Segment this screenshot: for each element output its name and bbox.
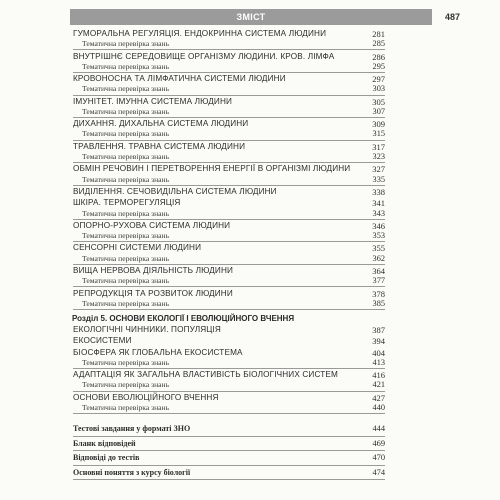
toc-entry-title: ВИДІЛЕННЯ. СЕЧОВИДІЛЬНА СИСТЕМА ЛЮДИНИ [73,186,277,196]
toc-entry-title: Тематична перевірка знань [82,61,170,71]
section-heading: Розділ 5. ОСНОВИ ЕКОЛОГІЇ І ЕВОЛЮЦІЙНОГО ВЧЕННЯ [72,313,295,323]
toc-divider [73,72,385,73]
toc-entry-page: 440 [372,403,385,412]
toc-entry-title: СЕНСОРНІ СИСТЕМИ ЛЮДИНИ [73,243,202,253]
toc-entry-page: 413 [372,357,385,367]
toc-entry [73,74,385,84]
toc-entry-title: ТРАВЛЕННЯ. ТРАВНА СИСТЕМА ЛЮДИНИ [73,141,246,151]
toc-entry-page: 343 [372,208,385,218]
toc-entry [73,266,385,276]
toc-entry-title: Тематична перевірка знань [82,403,170,412]
toc-subentry [73,299,385,309]
toc-subentry [73,276,385,286]
toc-entry-page: 377 [372,276,385,286]
toc-entry-title: КРОВОНОСНА ТА ЛІМФАТИЧНА СИСТЕМИ ЛЮДИНИ [73,74,286,84]
toc-entry [73,336,385,346]
toc-entry-title: ЕКОЛОГІЧНІ ЧИННИКИ. ПОПУЛЯЦІЯ [73,324,221,334]
toc-entry-page: 315 [372,129,385,139]
toc-subentry [73,403,385,413]
toc-entry [73,142,385,152]
toc-entry-page: 387 [372,324,385,335]
toc-entry [73,221,385,231]
table-of-contents [73,29,385,480]
toc-subentry [73,254,385,264]
toc-entry-page: 444 [372,424,385,434]
toc-entry-title: Основні поняття з курсу біології [73,467,191,477]
toc-part-3 [73,422,385,480]
toc-entry-title: ЕКОСИСТЕМИ [73,336,132,346]
toc-entry [73,451,385,465]
toc-entry-title: ОБМІН РЕЧОВИН І ПЕРЕТВОРЕННЯ ЕНЕРГІЇ В ОРГАНІЗМІ ЛЮДИНИ [73,164,351,174]
toc-entry-page: 427 [372,392,385,403]
toc-divider [73,95,385,96]
toc-subentry [73,175,385,185]
toc-entry-page: 307 [372,106,385,116]
toc-entry [73,393,385,403]
toc-entry-page: 394 [372,336,385,347]
toc-entry [73,437,385,451]
toc-entry-title: Тематична перевірка знань [82,106,170,116]
toc-entry-page: 309 [372,119,385,130]
toc-spacer [73,414,385,422]
toc-entry-page: 362 [372,253,385,263]
toc-entry [73,348,385,358]
toc-divider [73,140,385,141]
toc-entry-page: 404 [372,347,385,358]
toc-subentry [73,380,385,390]
toc-divider [73,219,385,220]
toc-divider [73,49,385,50]
toc-entry-page: 469 [372,438,385,448]
toc-divider [73,185,385,186]
toc-entry-page: 297 [372,74,385,85]
toc-entry-title: БІОСФЕРА ЯК ГЛОБАЛЬНА ЕКОСИСТЕМА [73,347,243,357]
toc-subentry [73,231,385,241]
toc-entry-page: 353 [372,231,385,241]
toc-entry [73,97,385,107]
toc-entry-page: 470 [372,453,385,463]
toc-entry-title: Тестові завдання у форматі ЗНО [73,424,191,434]
toc-entry-title: Тематична перевірка знань [82,253,170,263]
toc-entry [73,466,385,480]
toc-entry-title: Тематична перевірка знань [82,152,170,161]
toc-entry-title: Тематична перевірка знань [82,276,170,286]
toc-subentry [73,84,385,94]
toc-subentry [73,129,385,139]
toc-entry-page: 317 [372,141,385,152]
toc-entry-title: АДАПТАЦІЯ ЯК ЗАГАЛЬНА ВЛАСТИВІСТЬ БІОЛОГІЧНИХ СИСТЕМ [73,370,338,380]
toc-entry-page: 474 [372,467,385,477]
toc-entry [73,52,385,62]
toc-entry-title: Тематична перевірка знань [82,129,170,139]
toc-subentry [73,39,385,49]
toc-entry [73,370,385,380]
toc-part-1 [73,29,385,310]
toc-entry-page: 295 [372,61,385,71]
toc-divider [73,391,385,392]
toc-entry-title: ВИЩА НЕРВОВА ДІЯЛЬНІСТЬ ЛЮДИНИ [73,266,234,275]
toc-entry-page: 281 [372,29,385,39]
toc-subentry [73,209,385,219]
toc-entry-title: ОПОРНО-РУХОВА СИСТЕМА ЛЮДИНИ [73,220,231,230]
toc-entry-title: Тематична перевірка знань [82,231,170,241]
toc-entry-page: 364 [372,266,385,276]
toc-entry-title: Тематична перевірка знань [82,84,170,94]
toc-entry-page: 378 [372,288,385,299]
toc-entry-page: 327 [372,164,385,175]
toc-entry [73,164,385,174]
toc-divider [73,117,385,118]
toc-entry-title: ГУМОРАЛЬНА РЕГУЛЯЦІЯ. ЕНДОКРИННА СИСТЕМА ЛЮДИНИ [73,29,327,38]
toc-divider [73,241,385,242]
toc-entry-title: Відповіді до тестів [73,453,140,463]
toc-divider [73,264,385,265]
toc-entry-title: Тематична перевірка знань [82,39,170,49]
toc-entry-title: ОСНОВИ ЕВОЛЮЦІЙНОГО ВЧЕННЯ [73,392,219,402]
toc-entry-title: ШКІРА. ТЕРМОРЕГУЛЯЦІЯ [73,198,181,208]
toc-entry [73,119,385,129]
toc-entry-page: 323 [372,152,385,161]
toc-divider [73,368,385,369]
toc-entry-page: 286 [372,51,385,62]
page-header-title: ЗМІСТ [70,9,432,25]
toc-entry-page: 338 [372,186,385,197]
toc-entry-title: РЕПРОДУКЦІЯ ТА РОЗВИТОК ЛЮДИНИ [73,288,233,298]
toc-entry-page: 305 [372,96,385,107]
toc-divider [73,479,385,480]
toc-entry-page: 341 [372,198,385,209]
toc-entry-page: 346 [372,220,385,231]
toc-entry [73,243,385,253]
toc-subentry [73,107,385,117]
toc-entry-title: ДИХАННЯ. ДИХАЛЬНА СИСТЕМА ЛЮДИНИ [73,119,249,129]
toc-entry-page: 355 [372,243,385,254]
toc-entry-page: 421 [372,380,385,390]
toc-entry-title: ІМУНІТЕТ. ІМУННА СИСТЕМА ЛЮДИНИ [73,96,233,106]
toc-entry-title: Тематична перевірка знань [82,357,170,367]
toc-entry-title: Тематична перевірка знань [82,380,170,390]
toc-entry [73,422,385,436]
toc-entry [73,289,385,299]
toc-entry [73,187,385,197]
toc-entry [73,325,385,335]
toc-entry-page: 385 [372,298,385,308]
toc-entry-page: 335 [372,174,385,184]
toc-divider [73,309,385,310]
toc-divider [73,286,385,287]
toc-entry-page: 303 [372,84,385,94]
toc-entry-title: Тематична перевірка знань [82,174,170,184]
toc-part-2 [73,325,385,414]
toc-subentry [73,152,385,162]
toc-entry [73,29,385,39]
toc-subentry [73,358,385,368]
toc-entry [73,198,385,208]
toc-entry-title: ВНУТРІШНЄ СЕРЕДОВИЩЕ ОРГАНІЗМУ ЛЮДИНИ. КРОВ. ЛІМФА [73,51,335,61]
toc-entry-title: Тематична перевірка знань [82,298,170,308]
toc-subentry [73,62,385,72]
toc-entry-page: 285 [372,39,385,49]
toc-entry-title: Тематична перевірка знань [82,208,170,218]
toc-entry-page: 416 [372,370,385,381]
page-number: 487 [444,12,460,22]
toc-entry-title: Бланк відповідей [73,438,136,448]
